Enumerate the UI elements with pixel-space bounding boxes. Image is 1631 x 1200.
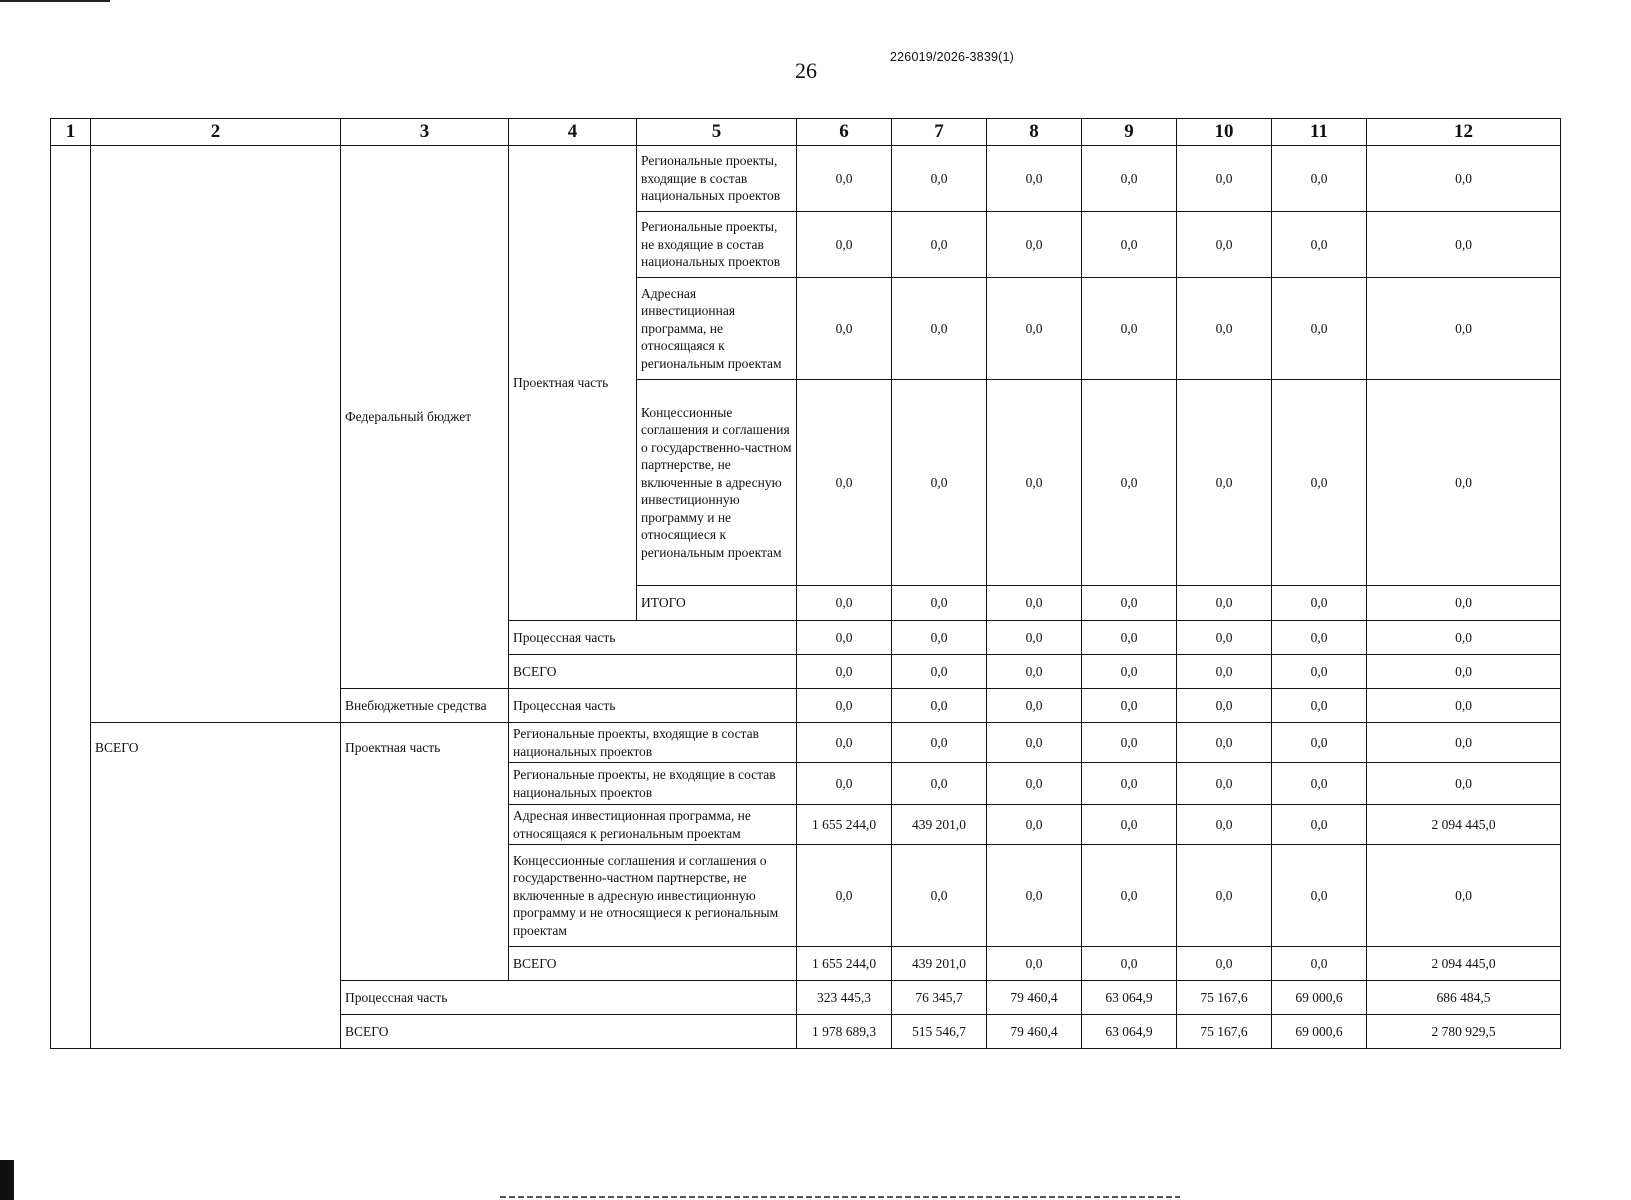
column-header: 11 (1272, 119, 1367, 146)
value-cell: 75 167,6 (1177, 981, 1272, 1015)
value-cell: 0,0 (1367, 763, 1561, 805)
value-cell: 0,0 (797, 146, 892, 212)
value-cell: 0,0 (892, 380, 987, 586)
value-cell: 79 460,4 (987, 981, 1082, 1015)
row-label: Процессная часть (509, 621, 797, 655)
column-header: 6 (797, 119, 892, 146)
row-label: ВСЕГО (341, 1015, 797, 1049)
value-cell: 0,0 (892, 655, 987, 689)
empty-cell (91, 146, 341, 723)
grand-total-label: ВСЕГО (91, 723, 341, 1049)
value-cell: 0,0 (1082, 947, 1177, 981)
value-cell: 0,0 (987, 212, 1082, 278)
value-cell: 0,0 (1082, 845, 1177, 947)
column-header: 10 (1177, 119, 1272, 146)
value-cell: 0,0 (1367, 845, 1561, 947)
value-cell: 0,0 (1367, 278, 1561, 380)
value-cell: 0,0 (892, 278, 987, 380)
value-cell: 0,0 (987, 621, 1082, 655)
value-cell: 0,0 (1367, 212, 1561, 278)
project-part-label: Проектная часть (509, 146, 637, 621)
value-cell: 0,0 (1272, 586, 1367, 621)
value-cell: 0,0 (1272, 845, 1367, 947)
document-id: 226019/2026-3839(1) (890, 50, 1015, 64)
value-cell: 75 167,6 (1177, 1015, 1272, 1049)
row-label: Концессионные соглашения и соглашения о государственно-частном партнерстве, не включенные в адресную инвестиционную программу и не относящиеся к региональным проектам (637, 380, 797, 586)
row-label: Региональные проекты, не входящие в состав национальных проектов (509, 763, 797, 805)
value-cell: 0,0 (987, 586, 1082, 621)
column-header: 7 (892, 119, 987, 146)
column-header: 12 (1367, 119, 1561, 146)
value-cell: 0,0 (987, 146, 1082, 212)
row-label: Адресная инвестиционная программа, не относящаяся к региональным проектам (637, 278, 797, 380)
scan-edge-mark (0, 0, 110, 2)
value-cell: 0,0 (987, 380, 1082, 586)
value-cell: 0,0 (1272, 805, 1367, 845)
column-header: 9 (1082, 119, 1177, 146)
value-cell: 0,0 (892, 621, 987, 655)
value-cell: 2 094 445,0 (1367, 805, 1561, 845)
value-cell: 439 201,0 (892, 947, 987, 981)
value-cell: 76 345,7 (892, 981, 987, 1015)
row-label: Региональные проекты, входящие в состав национальных проектов (637, 146, 797, 212)
value-cell: 0,0 (987, 723, 1082, 763)
value-cell: 0,0 (1177, 723, 1272, 763)
column-header: 5 (637, 119, 797, 146)
value-cell: 0,0 (797, 689, 892, 723)
value-cell: 0,0 (987, 845, 1082, 947)
value-cell: 1 655 244,0 (797, 805, 892, 845)
value-cell: 63 064,9 (1082, 981, 1177, 1015)
column-header: 3 (341, 119, 509, 146)
table-row (51, 146, 1561, 212)
value-cell: 0,0 (1272, 763, 1367, 805)
value-cell: 0,0 (1367, 586, 1561, 621)
page-number: 26 (795, 58, 817, 83)
column-header: 4 (509, 119, 637, 146)
value-cell: 0,0 (1177, 845, 1272, 947)
value-cell: 0,0 (987, 805, 1082, 845)
row-label: Региональные проекты, входящие в состав национальных проектов (509, 723, 797, 763)
value-cell: 0,0 (797, 586, 892, 621)
value-cell: 0,0 (1367, 380, 1561, 586)
value-cell: 0,0 (1082, 655, 1177, 689)
value-cell: 0,0 (797, 621, 892, 655)
row-label: ВСЕГО (509, 947, 797, 981)
value-cell: 439 201,0 (892, 805, 987, 845)
column-number-row (51, 119, 1561, 146)
value-cell: 0,0 (1082, 723, 1177, 763)
value-cell: 0,0 (1177, 146, 1272, 212)
value-cell: 0,0 (1177, 380, 1272, 586)
value-cell: 0,0 (892, 689, 987, 723)
value-cell: 0,0 (1272, 723, 1367, 763)
row-label: Концессионные соглашения и соглашения о государственно-частном партнерстве, не включенные в адресную инвестиционную программу и не относящиеся к региональным проектам (509, 845, 797, 947)
value-cell: 0,0 (797, 212, 892, 278)
value-cell: 0,0 (1367, 689, 1561, 723)
value-cell: 0,0 (1272, 380, 1367, 586)
scan-edge-mark (500, 1196, 1180, 1198)
value-cell: 0,0 (1177, 655, 1272, 689)
row-number-cell (51, 146, 91, 1049)
value-cell: 0,0 (797, 380, 892, 586)
value-cell: 69 000,6 (1272, 1015, 1367, 1049)
value-cell: 0,0 (1177, 763, 1272, 805)
value-cell: 0,0 (1367, 621, 1561, 655)
value-cell: 0,0 (1272, 655, 1367, 689)
value-cell: 0,0 (1082, 621, 1177, 655)
row-label: Региональные проекты, не входящие в состав национальных проектов (637, 212, 797, 278)
value-cell: 0,0 (1082, 763, 1177, 805)
value-cell: 0,0 (1082, 689, 1177, 723)
value-cell: 0,0 (1082, 380, 1177, 586)
column-header: 1 (51, 119, 91, 146)
value-cell: 0,0 (1177, 586, 1272, 621)
value-cell: 0,0 (1082, 146, 1177, 212)
funding-source-federal: Федеральный бюджет (341, 146, 509, 689)
value-cell: 0,0 (1367, 723, 1561, 763)
value-cell: 0,0 (1082, 586, 1177, 621)
column-header: 2 (91, 119, 341, 146)
value-cell: 0,0 (1367, 146, 1561, 212)
value-cell: 2 094 445,0 (1367, 947, 1561, 981)
value-cell: 0,0 (1177, 947, 1272, 981)
value-cell: 0,0 (987, 947, 1082, 981)
value-cell: 0,0 (987, 689, 1082, 723)
value-cell: 0,0 (797, 845, 892, 947)
project-part-label: Проектная часть (341, 723, 509, 981)
value-cell: 323 445,3 (797, 981, 892, 1015)
value-cell: 0,0 (1272, 947, 1367, 981)
value-cell: 0,0 (1272, 621, 1367, 655)
value-cell: 0,0 (797, 655, 892, 689)
value-cell: 0,0 (1082, 212, 1177, 278)
value-cell: 2 780 929,5 (1367, 1015, 1561, 1049)
row-label: Процессная часть (509, 689, 797, 723)
funding-source-extrabudget: Внебюджетные средства (341, 689, 509, 723)
row-label: Адресная инвестиционная программа, не относящаяся к региональным проектам (509, 805, 797, 845)
scan-edge-mark (0, 1160, 14, 1200)
value-cell: 0,0 (987, 278, 1082, 380)
value-cell: 79 460,4 (987, 1015, 1082, 1049)
row-label: ИТОГО (637, 586, 797, 621)
value-cell: 0,0 (1177, 621, 1272, 655)
value-cell: 0,0 (892, 763, 987, 805)
value-cell: 0,0 (1272, 146, 1367, 212)
value-cell: 63 064,9 (1082, 1015, 1177, 1049)
table-row (51, 723, 1561, 763)
value-cell: 0,0 (892, 723, 987, 763)
value-cell: 0,0 (892, 212, 987, 278)
value-cell: 0,0 (797, 723, 892, 763)
value-cell: 0,0 (1367, 655, 1561, 689)
column-header: 8 (987, 119, 1082, 146)
value-cell: 0,0 (892, 586, 987, 621)
value-cell: 0,0 (1272, 212, 1367, 278)
value-cell: 686 484,5 (1367, 981, 1561, 1015)
value-cell: 0,0 (1177, 805, 1272, 845)
value-cell: 0,0 (1082, 805, 1177, 845)
value-cell: 0,0 (892, 146, 987, 212)
value-cell: 1 655 244,0 (797, 947, 892, 981)
value-cell: 0,0 (892, 845, 987, 947)
value-cell: 1 978 689,3 (797, 1015, 892, 1049)
value-cell: 0,0 (987, 763, 1082, 805)
value-cell: 0,0 (1177, 278, 1272, 380)
value-cell: 0,0 (1177, 212, 1272, 278)
value-cell: 0,0 (1272, 689, 1367, 723)
value-cell: 0,0 (797, 763, 892, 805)
value-cell: 0,0 (797, 278, 892, 380)
value-cell: 515 546,7 (892, 1015, 987, 1049)
value-cell: 0,0 (987, 655, 1082, 689)
row-label: Процессная часть (341, 981, 797, 1015)
value-cell: 0,0 (1082, 278, 1177, 380)
value-cell: 69 000,6 (1272, 981, 1367, 1015)
budget-table (50, 118, 1561, 1049)
value-cell: 0,0 (1177, 689, 1272, 723)
value-cell: 0,0 (1272, 278, 1367, 380)
row-label: ВСЕГО (509, 655, 797, 689)
